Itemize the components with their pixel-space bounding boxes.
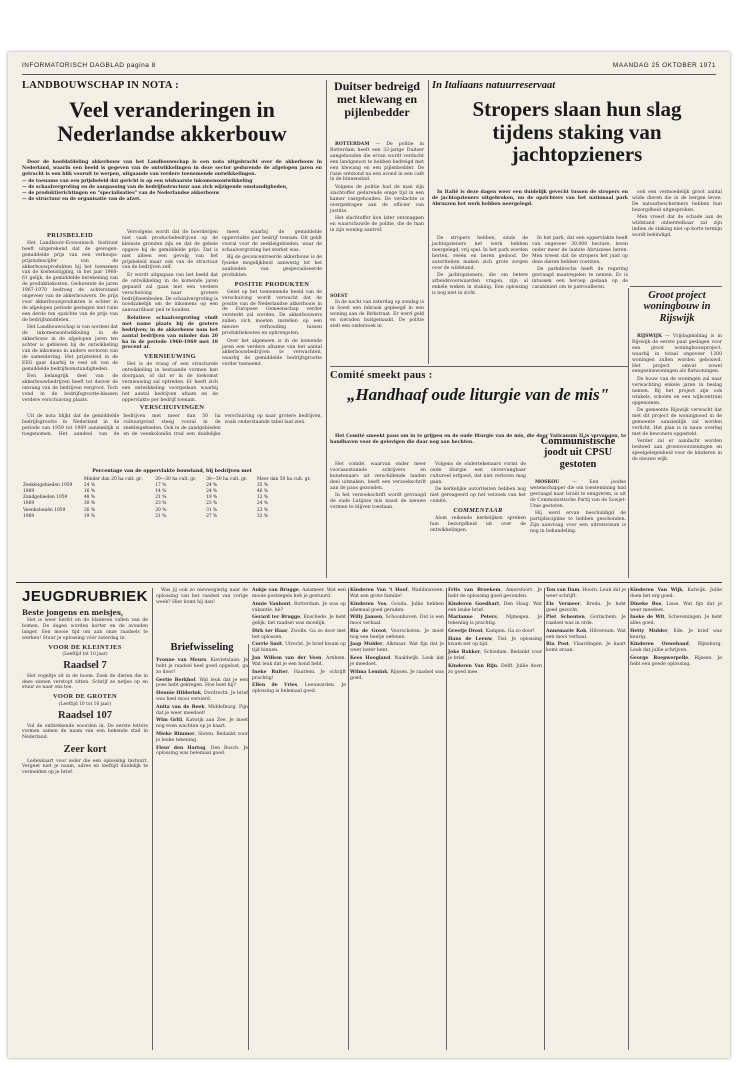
column-rule xyxy=(446,588,447,1050)
liturgie-kicker: Comité smeekt paus : xyxy=(330,370,433,381)
newspaper-page xyxy=(8,52,730,1058)
kleintjes-sub: (Leeftijd tot 10 jaar) xyxy=(62,652,108,658)
landbouw-col-1: PRIJSBELEID Het Landbouw-Economisch Instituut heeft uitgerekend dat de gewogen-gemiddelde prijs van een verkoops-prijsindexcijfer van de akkerbouwprodukten bij het toenemen van de kostenstijging, in het jaar 1960-61 gelijk, de gemiddelde berekening van de produktiekosten. Gedurende de jaren 1967-1970 bedroeg de achterstand ongeveer van de akkerbouwers. De prijs voor akkerbouwprodukten is echter in de afgelopen periode gestegen met ruim een derde ten opzichte van de prijs van de bedrijfsmiddelen. Het Landbouwschap is van oordeel dat de inkomensontwikkeling in de akkerbouw in de afgelopen jaren ten achter is gebleven bij de ontwikkeling van de inkomens in andere sectoren van de samenleving. Het prijsbeleid in de EEG gaat daarbij te veel uit van de gemiddelde bedrijfsomstandigheden. Een belangrijk deel van de akkerbouwbedrijven heeft tot dusver de omvang van de bedrijven vergroot. Toch vond in de bedrijfsgrootte-klassen verdere verschuiving plaats. xyxy=(22,232,118,403)
table-header-cell: Meer dan 50 ha cult. gr. xyxy=(256,476,311,482)
landbouw-bullet: — de produktierichtingen en "specialisaties" van de Nederlandse akkerbouw xyxy=(22,191,220,197)
column-rule xyxy=(348,588,349,1050)
soest-box: SOEST In de nacht van zaterdag op zondag is in Soest een inbraak gepleegd in een woning aan de Birkstraat. Er werd geld en sieraden buitgemaakt. De politie stelt een onderzoek in. xyxy=(330,294,424,329)
briefwisseling-title: Briefwisseling xyxy=(170,642,234,653)
table-cell: 24 % xyxy=(206,482,218,488)
cpsu-headline: Communistische joodt uit CPSU gestoten xyxy=(540,436,616,470)
liturgie-col-2: Volgens de ondertekenaars vormt de oude liturgie een onvervangbaar cultureel erfgoed, dat niet verloren mag gaan. De kerkelijke autoriteiten hebben nog niet gereageerd op het verzoek van het comité. COMMENTAAR Alom reikende kerkelijken spreken hun bezorgdheid uit over de ontwikkelingen. xyxy=(430,462,526,533)
stropers-headline-1: Stropers slaan hun slag xyxy=(472,97,682,121)
stropers-kicker: In Italiaans natuurreservaat xyxy=(432,80,556,91)
stropers-col-1: De stropers hebben, sinds de jachtopzieners het werk hebben neergelegd, vrij spel. In het park worden herten, reeën en beren gedood. De autoriteiten maken zich grote zorgen over de wildstand. De jachtopzieners, die om betere arbeidsvoorwaarden vragen, zijn al enkele weken in staking. Een oplossing is nog niet in zicht. xyxy=(432,236,528,296)
table-header-cell: 20—30 ha cult. gr. xyxy=(155,476,197,482)
grote-sub: (Leeftijd 10 tot 16 jaar) xyxy=(58,702,112,708)
landbouw-col-2: Vervolgens wordt dat de boerderijen niet vaak productiebedrijven op de kleinste gronden zijn en dat de gehele opgave bij de gemiddelde prijs. Dat is niet alleen een gevolg van het prijsbeleid maar ook van de structuur van de bedrijven zelf. Er wordt uitgegaan van het beeld dat de ontwikkeling in de komende jaren gepaard zal gaan met een verdere verschuiving naar grotere bedrijfseenheden. De schaalvergroting is noodzakelijk om de inkomens op een aanvaardbaar peil te houden. Relatieve schaalvergroting vindt met name plaats bij de grotere bedrijven; in de akkerbouw nam het aantal bedrijven van minder dan 20 ha in de periode 1960-1969 met 18 procent af. VERNIEUWING Het is de vraag of een structurele ontwikkeling in bestaande vormen kan doorgaan, of dat er in de toekomst vernieuwing zal optreden. Er heeft zich een ontwikkeling voorgedaan waarbij het aantal bedrijven afnam en de oppervlakte per bedrijf toenam. xyxy=(122,230,218,403)
liturgie-lead: Het Comité smeekt paus om in te grijpen en de oude liturgie van de mis, die door Vaticanum II is vervangen, te handhaven voor de gelovigen die daar nog aan hechten. xyxy=(330,434,626,445)
table-cell: 21 % xyxy=(155,495,167,501)
table-cell: Zandgebieden 1959 xyxy=(23,495,68,501)
duitser-dateline: ROTTERDAM xyxy=(335,142,370,147)
table-row xyxy=(22,513,322,519)
table-cell: 20 % xyxy=(155,507,167,513)
cpsu-headline-box xyxy=(530,436,626,476)
column-rule xyxy=(628,288,629,578)
column-rule xyxy=(544,588,545,1050)
subhead-prijsbeleid: PRIJSBELEID xyxy=(47,232,93,239)
column-rule xyxy=(428,80,429,364)
table-cell: 12 % xyxy=(256,495,269,501)
table-header-cell: Minder dan 20 ha cult. gr. xyxy=(83,476,143,482)
liturgie-headline-box xyxy=(330,386,626,432)
column-rule xyxy=(326,80,327,578)
groot-headline-box xyxy=(632,290,722,332)
stropers-headline-box xyxy=(432,98,722,188)
table-cell: 24 % xyxy=(83,482,96,488)
table-cell: 48 % xyxy=(83,495,96,501)
table-cell: 35 % xyxy=(256,482,269,488)
landbouw-table-box xyxy=(22,468,322,578)
liturgie-headline: „Handhaaf oude liturgie van de mis" xyxy=(346,385,610,404)
stropers-lead-text: In Italië is deze dagen weer een duidelijk gevecht tussen de stropers en de jachtopzieners uitgebroken, nu de opzichters van het nationaal park Abruzzen het werk hebben neergelegd. xyxy=(432,190,628,207)
jeugd-col-1: Beste jongens en meisjes, Het is weer herfst en de bladeren vallen van de bomen. De dagen worden korter en de avonden langer. Een mooie tijd om aan onze raadsels te werken! Stuur je oplossing vóór zaterdag in. VOOR DE KLEINTJES (Leeftijd tot 10 jaar) Raadsel 7 Het vogeltje zit in de boom. Zoek de dieren die in deze zinnen verstopt zitten. Schrijf ze netjes op en stuur ze naar ons toe. VOOR DE GROTEN (Leeftijd 10 tot 16 jaar) Raadsel 107 Vul de ontbrekende woorden in. De eerste letters vormen samen de naam van een bekende stad in Nederland. Zeer kort Ledenkaart voor ieder die een oplossing instuurt. Vergeet niet je naam, adres en leeftijd duidelijk te vermelden op je brief. xyxy=(22,608,148,776)
section-rule xyxy=(630,286,722,287)
briefwisseling-col-3: Kinderen Van 't Hoof, Waddinxveen. Wat een grote familie! Kinderen Vos, Gouda. Jullie hebben allemaal goed geraden. Willy Jansen, Schoonhoven. Dat is een mooi verhaal. Ria de Groot, Voorschoten. Je moet nog een beetje oefenen. Jaap Mulder, Alkmaar. Wat fijn dat je weer beter bent. Kees Hoogland, Naaldwijk. Leuk dat je meedoet. Wilma Lemink, Rijssen. Je raadsel was goed. xyxy=(350,588,445,681)
stropers-col-3: ook een vermoedelijk groot aantal wilde dieren die in de bergen leven. De natuurbeschermers hebben hun bezorgdheid uitgesproken. Men vreest dat de schade aan de wildstand onherstelbaar zal zijn indien de staking niet op korte termijn wordt beëindigd. xyxy=(632,190,723,238)
raadsel-7-title: Raadsel 7 xyxy=(63,660,107,672)
duitser-headline: Duitser bedreigd met klewang en pijlenbedder xyxy=(334,79,420,119)
table-cell: 1969 xyxy=(23,488,35,494)
table-cell: 31 % xyxy=(206,507,218,513)
column-rule xyxy=(248,644,249,1050)
stropers-headline-2: tijdens staking van xyxy=(492,119,662,144)
liturgie-kicker-box xyxy=(330,370,626,384)
table-cell: 24 % xyxy=(206,488,218,494)
table-cell: 21 % xyxy=(155,513,167,519)
landbouw-kicker: LANDBOUWSCHAP IN NOTA : xyxy=(22,80,179,91)
soest-dateline: SOEST xyxy=(330,294,348,299)
landbouw-col-3: meer, waarbij de gemiddelde oppervlakte per bedrijf toenam. Dit geldt vooral voor de zeekleigebieden, waar de schaalvergroting het sterkst was. Bij de geconcentreerde akkerbouw is de fysieke mogelijkheid aanwezig tot het aanbieden van gespecialiseerde produkten. POSITIE PRODUKTEN Gelet op het toenemende beeld van de verschuiving wordt verwacht dat de positie van de Nederlandse akkerbouw in de Europese Gemeenschap verder versterkt zal worden. De akkerbouwers zullen zich moeten instellen op een nieuwe verhouding tussen produktiekosten en opbrengsten. Over het algemeen is in de komende jaren een verdere afname van het aantal akkerbouwbedrijven te verwachten, waarbij de gemiddelde bedrijfsgrootte verder toeneemt. xyxy=(222,230,322,368)
jeugd-title: JEUGDRUBRIEK xyxy=(22,588,149,605)
table-cell: 19 % xyxy=(83,513,96,519)
briefwisseling-col-4: Frits van Broekem, Amersfoort. Je hebt de oplossing goed gevonden. Kinderen Goedhart, Den Haag. Wat een leuke brief. Marianne Peters, Nijmegen. Je tekening is prachtig. Greetje Drost, Kampen. Ga zo door! Hans de Leeuw, Tiel. Je oplossing kwam net op tijd. Joke Bakker, Schiedam. Bedankt voor je brief. Kinderen Van Rijn, Delft. Jullie doen zo goed mee. xyxy=(448,588,543,675)
liturgie-col-1: Het comité, waarvan onder meer vooraanstaande schrijvers en kunstenaars uit verschillende landen deel uitmaken, heeft een verzoekschrift aan de paus gezonden. In het verzoekschrift wordt gevraagd de oude Latijnse mis naast de nieuwe vormen te blijven toestaan. xyxy=(330,462,426,510)
table-header-cell: 30—50 ha cult. gr. xyxy=(206,476,247,482)
table-cell: 19 % xyxy=(206,495,218,501)
masthead-left: INFORMATORISCH DAGBLAD pagina 8 xyxy=(22,62,156,69)
groot-headline: Groot project woningbouw in Rijswijk xyxy=(643,290,711,324)
cpsu-body: MOSKOU — Een joodse wetenschapper die om toestemming had gevraagd naar Israël te emigreren, is uit de Communistische Partij van de Sowjet-Unie gestoten. Hij werd ervan beschuldigd de partijdiscipline te hebben geschonden. Zijn aanvraag voor een uitreisvisum is nog in behandeling. xyxy=(530,480,626,534)
landbouw-bullet: — de toename van een prijsbeleid dat gericht is op een wisbaarste inkomensontwikkeling xyxy=(22,179,253,185)
briefwisseling-col-6: Kinderen Van Wijk, Katwijk. Jullie doen het erg goed. Dineke Bos, Lisse. Wat fijn dat je weer meedoet. Ineke de Wit, Scheveningen. Je hebt alles goed. Hetty Mulder, Ede. Je brief was keurig. Kinderen Ouwehand, Rijnsburg. Leuk dat jullie schrijven. George Roepwerpelle, Rijssen. Je hebt een goede oplossing. xyxy=(630,588,723,667)
table-cell: Veenkoloniën 1959 xyxy=(23,507,66,513)
table-cell: 23 % xyxy=(256,507,269,513)
table-cell: 23 % xyxy=(206,501,218,507)
table-cell: 1969 xyxy=(23,513,35,519)
landbouw-kicker-box xyxy=(22,80,322,96)
table-cell: 27 % xyxy=(206,513,218,519)
cpsu-dateline: MOSKOU xyxy=(535,480,560,485)
masthead-right: MAANDAG 25 OKTOBER 1971 xyxy=(612,62,716,69)
subhead-verschuivingen: VERSCHUIVINGEN xyxy=(139,404,205,411)
table-cell: 33 % xyxy=(256,513,269,519)
subhead-positie: POSITIE PRODUKTEN xyxy=(234,280,310,288)
column-rule xyxy=(152,588,153,1050)
raadsel-107-title: Raadsel 107 xyxy=(58,710,112,722)
landbouw-intro xyxy=(22,160,322,226)
landbouw-bullet: — de structuur en de organisatie van de afzet. xyxy=(22,197,141,203)
landbouw-intro-text: Door de hoofdafdeling akkerbouw van het Landbouwschap is een nota uitgebracht over de akkerbouw in Nederland, waarin een beeld is gegeven van de ontwikkelingen in deze sector gedurende de afgelopen jaren en getracht is een blik vooruit te werpen, uitgaande van verdere toenemende ontwikkelingen. xyxy=(22,160,322,177)
landbouw-headline-box xyxy=(22,98,322,156)
stropers-lead xyxy=(432,190,628,234)
landbouw-headline-1: Veel veranderingen in xyxy=(69,97,275,122)
commentaar-label: COMMENTAAR xyxy=(453,506,503,514)
table-cell: 17 % xyxy=(155,482,167,488)
briefwisseling-col-2: Aukje van Brugge, Aalsmeer. Wat een mooie postzegels heb je gestuurd. Annie Vanhout, Rotterdam. Je was op vakantie, hè? Gerard ter Brugge, Enschede. Je hebt gelijk, het raadsel was moeilijk. Dirk ter Haar, Zwolle. Ga zo door met het oplossen. Corrie Smit, Utrecht. Je brief kwam op tijd binnen. Jan Willem van der Veen, Arnhem. Wat leuk dat je een hond hebt. Ineke Ruiter, Haarlem. Je schrijft prachtig! Ellen de Vries, Leeuwarden. Je oplossing is helemaal goed. xyxy=(252,588,347,695)
briefwisseling-col-5: Ton van Dam, Hoorn. Leuk dat je weer schrijft. Els Vermeer, Breda. Je hebt goed gezocht. Piet Schouten, Gorinchem. Je raadsel was in orde. Annemarie Kok, Hilversum. Wat een mooi verhaal. Ria Post, Vlaardingen. Je kaart komt eraan. xyxy=(546,588,627,654)
landbouw-verschuivingen-head xyxy=(22,402,322,412)
groot-dateline: RIJSWIJK xyxy=(637,334,662,339)
kleintjes-head: VOOR DE KLEINTJES xyxy=(48,643,122,651)
table-cell: 1969 xyxy=(23,501,35,507)
table-cell: 30 % xyxy=(83,501,96,507)
stropers-kicker-box xyxy=(432,80,722,96)
bedrijfsgrootte-table xyxy=(22,476,322,519)
table-cell: 24 % xyxy=(256,501,269,507)
landbouw-bullet: — de schaalvergroting en de aanpassing van de bedrijfsstructuur aan zich wijzigende omstandigheden, xyxy=(22,185,288,191)
section-rule xyxy=(330,366,628,367)
subhead-vernieuwing: VERNIEUWING xyxy=(143,353,197,361)
briefwisseling-head-box xyxy=(156,642,248,656)
duitser-headline-box xyxy=(330,80,424,138)
table-cell: 26 % xyxy=(83,507,96,513)
jeugd-greeting: Beste jongens en meisjes, xyxy=(22,608,124,617)
masthead xyxy=(22,62,716,75)
table-cell: 23 % xyxy=(155,501,167,507)
column-rule xyxy=(628,588,629,1050)
section-rule xyxy=(16,582,722,583)
table-caption: Percentage van de oppervlakte bouwland, bij bedrijven met xyxy=(92,468,252,474)
groot-body: RIJSWIJK — Vrijdagmiddag is in Rijswijk de eerste paal geslagen voor een groot woningbouwproject, waarbij in totaal ongeveer 1200 woningen zullen worden gebouwd. Het project omvat zowel eengezinswoningen als flatwoningen. De bouw van de woningen zal naar verwachting enkele jaren in beslag nemen. Bij het project zijn ook winkels, scholen en een wijkcentrum opgenomen. De gemeente Rijswijk verwacht dat met dit project de woningnood in de gemeente aanzienlijk zal worden verlicht. Het plan is in nauw overleg met de bewoners opgesteld. Verder zal er aandacht worden besteed aan groenvoorzieningen en speelgelegenheid voor de kinderen in de nieuwe wijk. xyxy=(632,334,722,462)
stropers-headline-3: jachtopzieners xyxy=(511,142,643,167)
grote-head: VOOR DE GROTEN xyxy=(52,693,118,701)
zeer-kort-title: Zeer kort xyxy=(63,744,107,756)
landbouw-verschuivingen-text: Uit de nota blijkt dat de gemiddelde bedrijfsgrootte in Nederland in de periode van 1959 tot 1969 aanzienlijk is toegenomen. Het aandeel van de bedrijven met meer dan 50 ha cultuurgrond steeg vooral in de zeekleigebieden. Ook in de zandgebieden en de veenkoloniën trad een duidelijke verschuiving op naar grotere bedrijven, zoals onderstaande tabel laat zien. xyxy=(22,414,322,437)
briefwisseling-col-1: Yvonne van Meurs, Kievietslaan. Je hebt je raadsel heel goed opgelost, ga zo door! Gertie Berkhof. Wat leuk dat je een poes hebt gekregen. Hoe heet hij? Hennie Hilderink, Dordrecht. Je brief was heel mooi versierd. Anita van de Beek, Middelburg. Fijn dat je weer meedoet! Wim Gritl, Katwijk aan Zee. Je moet nog even wachten op je kaart. Mieke Rimmer, Sloten. Bedankt voor je leuke tekening. Fleur den Hartog, Den Bosch. Je oplossing was helemaal goed. xyxy=(156,658,248,757)
landbouw-headline-2: Nederlandse akkerbouw xyxy=(57,120,287,146)
stropers-col-2: In het park, dat een oppervlakte heeft van ongeveer 30.000 hectare, leven onder meer de laatste Abruzzese beren. Men vreest dat de stropers het juist op deze dieren hebben voorzien. De parkdirectie heeft de regering gevraagd maatregelen te nemen. Er is intussen een beroep gedaan op de carabinieri om te patrouilleren. xyxy=(532,236,628,290)
duitser-body: ROTTERDAM — De politie in Rotterdam heeft een 32-jarige Duitser aangehouden die ervan wordt verdacht een landgenoot te hebben bedreigd met een klewang en een pijlenbedder. De ruzie ontstond na een avond in een café in de binnenstad. Volgens de politie had de man zijn slachtoffer gedurende enige tijd in een kamer vastgehouden. De verdachte is overgedragen aan de officier van justitie. Het slachtoffer kon later ontsnappen en waarschuwde de politie, die de man in zijn woning aantrof. xyxy=(330,142,424,233)
jeugd-col-2-top: Was jij ook zo nieuwsgierig naar de oplossing van het raadsel van vorige week? Hier komt hij dan! xyxy=(156,588,248,605)
table-cell: 14 % xyxy=(155,488,167,494)
jeugd-title-box xyxy=(22,588,148,608)
table-cell: 46 % xyxy=(256,488,269,494)
table-cell: Zeekleigebieden 1959 xyxy=(23,482,73,488)
table-cell: 16 % xyxy=(83,488,96,494)
